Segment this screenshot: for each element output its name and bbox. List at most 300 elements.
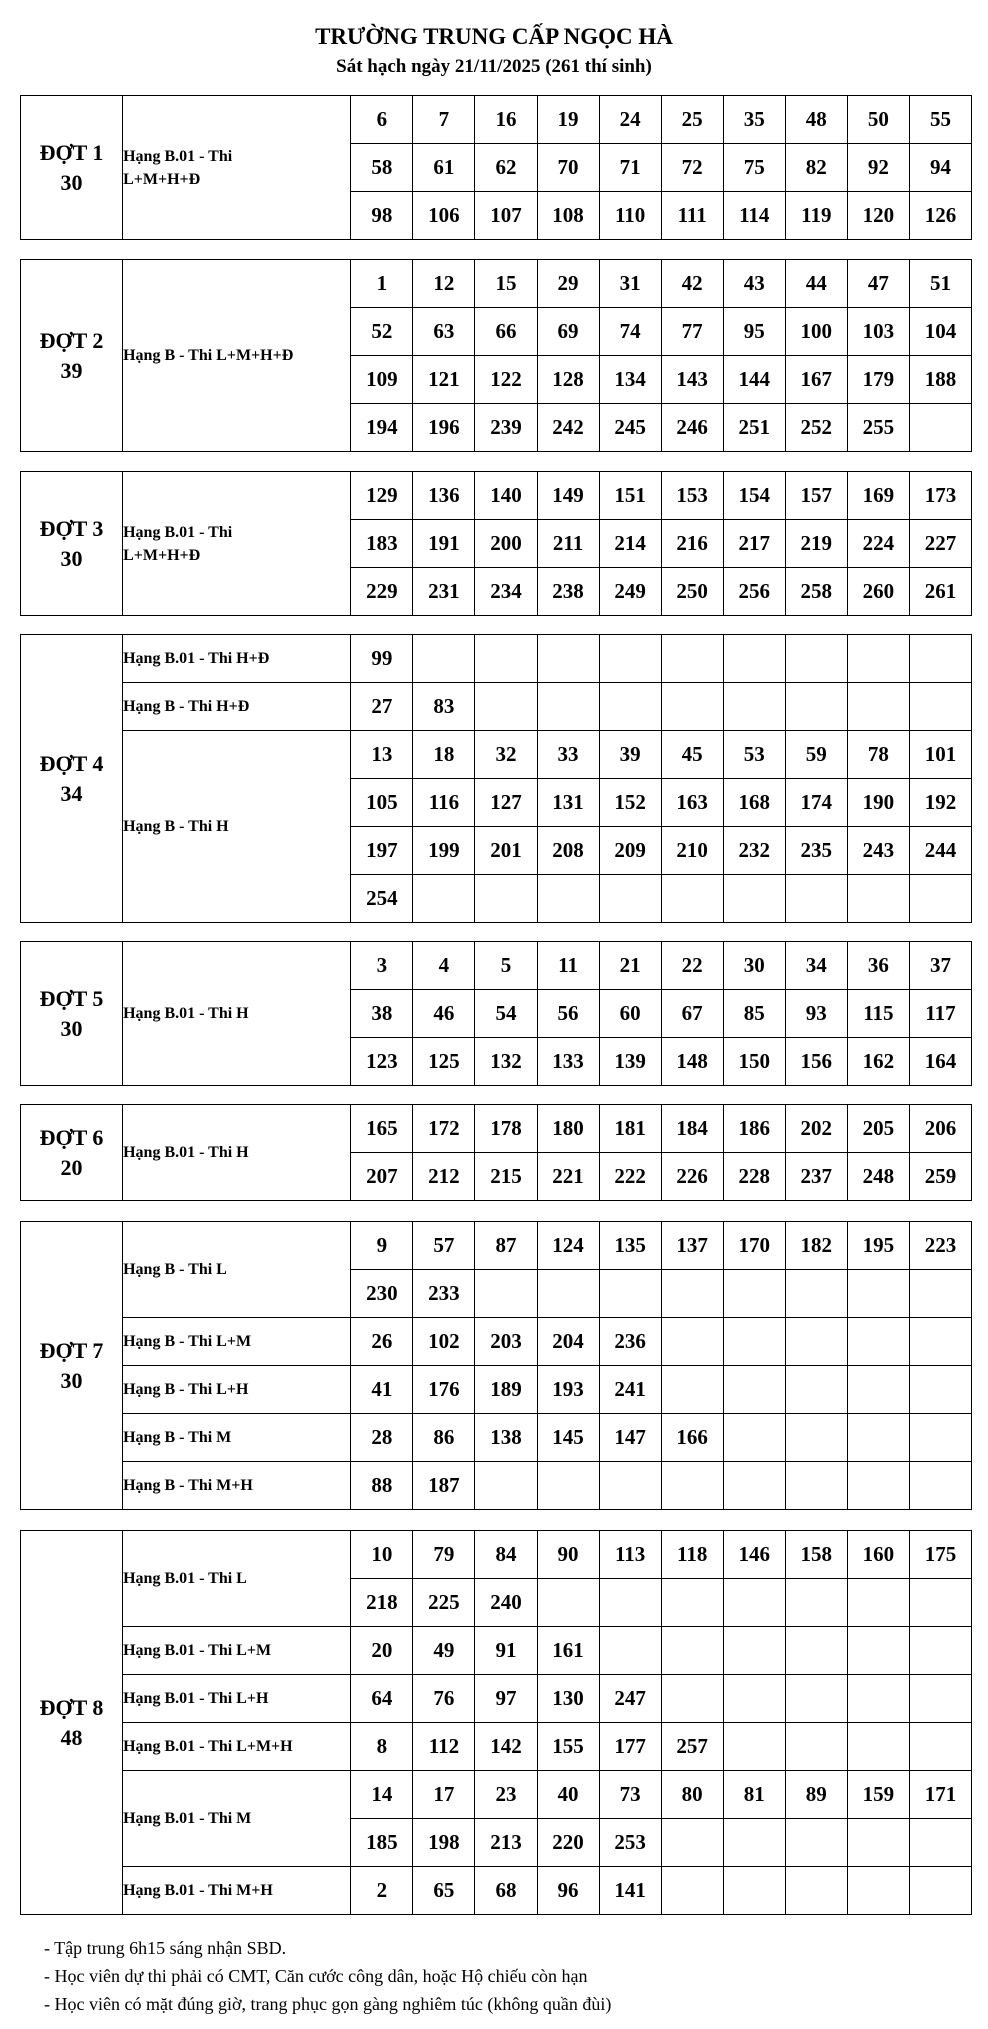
- candidate-number: 93: [785, 990, 847, 1038]
- candidate-number: [661, 1366, 723, 1414]
- candidate-number: 104: [909, 308, 971, 356]
- candidate-number: 164: [909, 1038, 971, 1086]
- dot-label: ĐỢT 3: [39, 515, 104, 541]
- candidate-number: 193: [537, 1366, 599, 1414]
- candidate-number: 83: [413, 683, 475, 731]
- candidate-number: [785, 1675, 847, 1723]
- candidate-number: 196: [413, 404, 475, 452]
- candidate-number: 135: [599, 1222, 661, 1270]
- candidate-number: 188: [909, 356, 971, 404]
- candidate-number: 32: [475, 731, 537, 779]
- candidate-number: [723, 1627, 785, 1675]
- candidate-number: 84: [475, 1531, 537, 1579]
- candidate-number: [413, 875, 475, 923]
- candidate-number: 90: [537, 1531, 599, 1579]
- candidate-number: 222: [599, 1153, 661, 1201]
- candidate-number: 170: [723, 1222, 785, 1270]
- candidate-number: 186: [723, 1105, 785, 1153]
- candidate-number: 91: [475, 1627, 537, 1675]
- candidate-number: 141: [599, 1867, 661, 1915]
- group-label: Hạng B - Thi H: [123, 731, 351, 923]
- candidate-number: 13: [351, 731, 413, 779]
- candidate-number: 253: [599, 1819, 661, 1867]
- candidate-number: [599, 1462, 661, 1510]
- candidate-number: 119: [785, 192, 847, 240]
- candidate-number: [909, 1579, 971, 1627]
- candidate-number: 64: [351, 1675, 413, 1723]
- group-label: Hạng B - Thi L+M+H+Đ: [123, 260, 351, 452]
- group-label: Hạng B.01 - Thi L+H: [123, 1675, 351, 1723]
- candidate-number: [413, 635, 475, 683]
- candidate-number: 137: [661, 1222, 723, 1270]
- candidate-number: 66: [475, 308, 537, 356]
- candidate-number: 234: [475, 568, 537, 616]
- candidate-number: [661, 875, 723, 923]
- candidate-number: [847, 1819, 909, 1867]
- dot-cell: [21, 1222, 123, 1510]
- candidate-number: 45: [661, 731, 723, 779]
- candidate-number: [847, 683, 909, 731]
- candidate-number: 250: [661, 568, 723, 616]
- candidate-number: 122: [475, 356, 537, 404]
- candidate-number: 23: [475, 1771, 537, 1819]
- candidate-number: [537, 635, 599, 683]
- group-label: Hạng B.01 - Thi H: [123, 1105, 351, 1201]
- dot-label: ĐỢT 8: [39, 1694, 104, 1720]
- candidate-number: [785, 1462, 847, 1510]
- candidate-number: 243: [847, 827, 909, 875]
- candidate-number: 194: [351, 404, 413, 452]
- candidate-number: 109: [351, 356, 413, 404]
- candidate-number: 163: [661, 779, 723, 827]
- candidate-number: [599, 1627, 661, 1675]
- candidate-number: 210: [661, 827, 723, 875]
- candidate-number: [537, 1579, 599, 1627]
- table-row: [21, 635, 972, 683]
- candidate-number: 237: [785, 1153, 847, 1201]
- candidate-number: [909, 1366, 971, 1414]
- group-label: Hạng B.01 - Thi L+M+H: [123, 1723, 351, 1771]
- candidate-number: 238: [537, 568, 599, 616]
- candidate-number: 175: [909, 1531, 971, 1579]
- table-row: [21, 1414, 972, 1462]
- candidate-number: 218: [351, 1579, 413, 1627]
- dot-label: ĐỢT 2: [39, 327, 104, 353]
- candidate-number: 205: [847, 1105, 909, 1153]
- candidate-number: 240: [475, 1579, 537, 1627]
- candidate-number: 211: [537, 520, 599, 568]
- candidate-number: 249: [599, 568, 661, 616]
- candidate-number: [723, 875, 785, 923]
- candidate-number: 88: [351, 1462, 413, 1510]
- candidate-number: 113: [599, 1531, 661, 1579]
- candidate-number: 134: [599, 356, 661, 404]
- candidate-number: 41: [351, 1366, 413, 1414]
- candidate-number: 212: [413, 1153, 475, 1201]
- candidate-number: [909, 875, 971, 923]
- candidate-number: 146: [723, 1531, 785, 1579]
- candidate-number: 225: [413, 1579, 475, 1627]
- candidate-number: 101: [909, 731, 971, 779]
- candidate-number: 131: [537, 779, 599, 827]
- candidate-number: 215: [475, 1153, 537, 1201]
- candidate-number: 16: [475, 96, 537, 144]
- dot-label: ĐỢT 7: [39, 1337, 104, 1363]
- candidate-number: [723, 1579, 785, 1627]
- dot-cell: [21, 942, 123, 1086]
- candidate-number: 127: [475, 779, 537, 827]
- candidate-number: 95: [723, 308, 785, 356]
- candidate-number: 100: [785, 308, 847, 356]
- candidate-number: 152: [599, 779, 661, 827]
- candidate-number: [475, 1270, 537, 1318]
- candidate-number: 103: [847, 308, 909, 356]
- candidate-number: 63: [413, 308, 475, 356]
- group-label: Hạng B - Thi M: [123, 1414, 351, 1462]
- candidate-number: 58: [351, 144, 413, 192]
- candidate-number: [785, 683, 847, 731]
- dot-count: 39: [60, 357, 83, 383]
- candidate-number: 30: [723, 942, 785, 990]
- candidate-number: 203: [475, 1318, 537, 1366]
- candidate-number: 31: [599, 260, 661, 308]
- candidate-number: 112: [413, 1723, 475, 1771]
- candidate-number: 38: [351, 990, 413, 1038]
- candidate-number: 128: [537, 356, 599, 404]
- candidate-number: 233: [413, 1270, 475, 1318]
- candidate-number: 258: [785, 568, 847, 616]
- candidate-number: 176: [413, 1366, 475, 1414]
- candidate-number: 62: [475, 144, 537, 192]
- table-row: [21, 1627, 972, 1675]
- candidate-number: 110: [599, 192, 661, 240]
- candidate-number: [909, 1462, 971, 1510]
- candidate-number: [909, 1675, 971, 1723]
- candidate-number: 129: [351, 472, 413, 520]
- candidate-number: 148: [661, 1038, 723, 1086]
- group-label: Hạng B - Thi H+Đ: [123, 683, 351, 731]
- candidate-number: [661, 1579, 723, 1627]
- candidate-number: 21: [599, 942, 661, 990]
- candidate-number: 251: [723, 404, 785, 452]
- dot-cell: [21, 1531, 123, 1915]
- candidate-number: 72: [661, 144, 723, 192]
- table-row: [21, 1675, 972, 1723]
- candidate-number: [661, 1318, 723, 1366]
- candidate-number: [723, 1819, 785, 1867]
- candidate-number: 87: [475, 1222, 537, 1270]
- candidate-number: 204: [537, 1318, 599, 1366]
- table-row: [21, 1771, 972, 1819]
- candidate-number: 201: [475, 827, 537, 875]
- candidate-number: 92: [847, 144, 909, 192]
- candidate-number: 155: [537, 1723, 599, 1771]
- dot-count: 30: [60, 169, 83, 195]
- candidate-number: 4: [413, 942, 475, 990]
- candidate-number: 53: [723, 731, 785, 779]
- candidate-number: 255: [847, 404, 909, 452]
- dot-count: 20: [60, 1154, 83, 1180]
- candidate-number: 214: [599, 520, 661, 568]
- candidate-number: 217: [723, 520, 785, 568]
- candidate-number: 150: [723, 1038, 785, 1086]
- candidate-number: 247: [599, 1675, 661, 1723]
- candidate-number: [661, 1819, 723, 1867]
- candidate-number: 198: [413, 1819, 475, 1867]
- candidate-number: [909, 1723, 971, 1771]
- candidate-number: [723, 1462, 785, 1510]
- candidate-number: 126: [909, 192, 971, 240]
- candidate-number: 61: [413, 144, 475, 192]
- candidate-number: [785, 1366, 847, 1414]
- candidate-number: 36: [847, 942, 909, 990]
- candidate-number: 257: [661, 1723, 723, 1771]
- candidate-number: 254: [351, 875, 413, 923]
- candidate-number: 140: [475, 472, 537, 520]
- candidate-number: 60: [599, 990, 661, 1038]
- candidate-number: 35: [723, 96, 785, 144]
- candidate-number: 160: [847, 1531, 909, 1579]
- candidate-number: 17: [413, 1771, 475, 1819]
- candidate-number: 208: [537, 827, 599, 875]
- candidate-number: 1: [351, 260, 413, 308]
- candidate-number: [847, 635, 909, 683]
- candidate-number: [909, 1867, 971, 1915]
- candidate-number: 236: [599, 1318, 661, 1366]
- candidate-number: 177: [599, 1723, 661, 1771]
- candidate-number: 132: [475, 1038, 537, 1086]
- candidate-number: 235: [785, 827, 847, 875]
- candidate-number: 80: [661, 1771, 723, 1819]
- candidate-number: 231: [413, 568, 475, 616]
- candidate-number: [661, 683, 723, 731]
- candidate-number: 79: [413, 1531, 475, 1579]
- candidate-number: 239: [475, 404, 537, 452]
- candidate-number: 108: [537, 192, 599, 240]
- candidate-number: 173: [909, 472, 971, 520]
- candidate-number: [723, 1366, 785, 1414]
- candidate-number: 143: [661, 356, 723, 404]
- candidate-number: [661, 1627, 723, 1675]
- candidate-number: 47: [847, 260, 909, 308]
- candidate-number: [661, 1867, 723, 1915]
- candidate-number: 252: [785, 404, 847, 452]
- dot-label: ĐỢT 5: [39, 985, 104, 1011]
- candidate-number: 184: [661, 1105, 723, 1153]
- candidate-number: [475, 635, 537, 683]
- candidate-number: [909, 1270, 971, 1318]
- candidate-number: 213: [475, 1819, 537, 1867]
- candidate-number: 260: [847, 568, 909, 616]
- candidate-number: 76: [413, 1675, 475, 1723]
- candidate-number: 169: [847, 472, 909, 520]
- table-row: [21, 1531, 972, 1579]
- candidate-number: [537, 875, 599, 923]
- candidate-number: 52: [351, 308, 413, 356]
- candidate-number: 191: [413, 520, 475, 568]
- candidate-number: [475, 683, 537, 731]
- candidate-number: 114: [723, 192, 785, 240]
- candidate-number: [785, 875, 847, 923]
- candidate-number: [785, 635, 847, 683]
- group-label: Hạng B.01 - Thi L+M: [123, 1627, 351, 1675]
- candidate-number: 139: [599, 1038, 661, 1086]
- candidate-number: 138: [475, 1414, 537, 1462]
- candidate-number: 192: [909, 779, 971, 827]
- candidate-number: 96: [537, 1867, 599, 1915]
- candidate-number: 15: [475, 260, 537, 308]
- candidate-number: [847, 1270, 909, 1318]
- candidate-number: 78: [847, 731, 909, 779]
- candidate-number: [723, 635, 785, 683]
- candidate-number: 124: [537, 1222, 599, 1270]
- candidate-number: 55: [909, 96, 971, 144]
- candidate-number: 246: [661, 404, 723, 452]
- group-label: Hạng B - Thi M+H: [123, 1462, 351, 1510]
- candidate-number: 130: [537, 1675, 599, 1723]
- candidate-number: 85: [723, 990, 785, 1038]
- candidate-number: 56: [537, 990, 599, 1038]
- candidate-number: 99: [351, 635, 413, 683]
- candidate-number: [723, 1318, 785, 1366]
- table-row: [21, 1723, 972, 1771]
- candidate-number: 133: [537, 1038, 599, 1086]
- candidate-number: 75: [723, 144, 785, 192]
- candidate-number: 74: [599, 308, 661, 356]
- candidate-number: 111: [661, 192, 723, 240]
- dot-label: ĐỢT 1: [39, 139, 104, 165]
- candidate-number: [785, 1819, 847, 1867]
- candidate-number: 67: [661, 990, 723, 1038]
- candidate-number: 50: [847, 96, 909, 144]
- candidate-number: 107: [475, 192, 537, 240]
- dot-cell: [21, 472, 123, 616]
- candidate-number: 123: [351, 1038, 413, 1086]
- candidate-number: 202: [785, 1105, 847, 1153]
- candidate-number: 178: [475, 1105, 537, 1153]
- dot-table: [20, 1530, 972, 1915]
- candidate-number: 248: [847, 1153, 909, 1201]
- candidate-number: 171: [909, 1771, 971, 1819]
- table-row: [21, 731, 972, 779]
- candidate-number: [785, 1414, 847, 1462]
- candidate-number: [847, 1366, 909, 1414]
- candidate-number: 245: [599, 404, 661, 452]
- candidate-number: [599, 1579, 661, 1627]
- dot-table: [20, 941, 972, 1086]
- candidate-number: 57: [413, 1222, 475, 1270]
- table-row: [21, 472, 972, 520]
- candidate-number: [661, 1462, 723, 1510]
- candidate-number: 209: [599, 827, 661, 875]
- candidate-number: 65: [413, 1867, 475, 1915]
- group-label: Hạng B.01 - Thi L+M+H+Đ: [123, 472, 351, 616]
- candidate-number: [847, 1318, 909, 1366]
- group-label: Hạng B - Thi L: [123, 1222, 351, 1318]
- candidate-number: 157: [785, 472, 847, 520]
- candidate-number: 51: [909, 260, 971, 308]
- candidate-number: 40: [537, 1771, 599, 1819]
- candidate-number: 25: [661, 96, 723, 144]
- table-row: [21, 1318, 972, 1366]
- note-line: - Học viên dự thi phải có CMT, Căn cước công dân, hoặc Hộ chiếu còn hạn: [44, 1966, 588, 1986]
- candidate-number: [847, 1867, 909, 1915]
- candidate-number: 256: [723, 568, 785, 616]
- candidate-number: 116: [413, 779, 475, 827]
- candidate-number: 97: [475, 1675, 537, 1723]
- candidate-number: 223: [909, 1222, 971, 1270]
- candidate-number: 120: [847, 192, 909, 240]
- candidate-number: 259: [909, 1153, 971, 1201]
- candidate-number: [785, 1579, 847, 1627]
- candidate-number: 59: [785, 731, 847, 779]
- candidate-number: [847, 1627, 909, 1675]
- candidate-number: 43: [723, 260, 785, 308]
- candidate-number: [723, 1723, 785, 1771]
- candidate-number: [909, 404, 971, 452]
- dot-table: [20, 95, 972, 240]
- candidate-number: 73: [599, 1771, 661, 1819]
- candidate-number: 68: [475, 1867, 537, 1915]
- candidate-number: 26: [351, 1318, 413, 1366]
- candidate-number: [909, 1318, 971, 1366]
- candidate-number: 11: [537, 942, 599, 990]
- candidate-number: 39: [599, 731, 661, 779]
- candidate-number: [537, 1462, 599, 1510]
- candidate-number: 226: [661, 1153, 723, 1201]
- group-label: Hạng B.01 - Thi L+M+H+Đ: [123, 96, 351, 240]
- candidate-number: 44: [785, 260, 847, 308]
- candidate-number: 158: [785, 1531, 847, 1579]
- candidate-number: [785, 1723, 847, 1771]
- candidate-number: 168: [723, 779, 785, 827]
- dot-count: 34: [60, 780, 83, 806]
- candidate-number: [599, 875, 661, 923]
- candidate-number: [785, 1270, 847, 1318]
- dot-cell: [21, 96, 123, 240]
- candidate-number: 161: [537, 1627, 599, 1675]
- candidate-number: 22: [661, 942, 723, 990]
- candidate-number: [847, 1675, 909, 1723]
- candidate-number: [723, 1867, 785, 1915]
- candidate-number: 153: [661, 472, 723, 520]
- candidate-number: [537, 1270, 599, 1318]
- table-row: [21, 1105, 972, 1153]
- table-row: [21, 942, 972, 990]
- candidate-number: [909, 1627, 971, 1675]
- candidate-number: 7: [413, 96, 475, 144]
- candidate-number: [909, 683, 971, 731]
- candidate-number: 151: [599, 472, 661, 520]
- candidate-number: 117: [909, 990, 971, 1038]
- candidate-number: 200: [475, 520, 537, 568]
- candidate-number: [475, 875, 537, 923]
- candidate-number: 9: [351, 1222, 413, 1270]
- candidate-number: 149: [537, 472, 599, 520]
- candidate-number: 172: [413, 1105, 475, 1153]
- candidate-number: 216: [661, 520, 723, 568]
- candidate-number: 190: [847, 779, 909, 827]
- candidate-number: 18: [413, 731, 475, 779]
- candidate-number: [661, 635, 723, 683]
- candidate-number: [785, 1318, 847, 1366]
- candidate-number: 167: [785, 356, 847, 404]
- candidate-number: 6: [351, 96, 413, 144]
- candidate-number: 144: [723, 356, 785, 404]
- candidate-number: [909, 1819, 971, 1867]
- candidate-number: 28: [351, 1414, 413, 1462]
- candidate-number: 48: [785, 96, 847, 144]
